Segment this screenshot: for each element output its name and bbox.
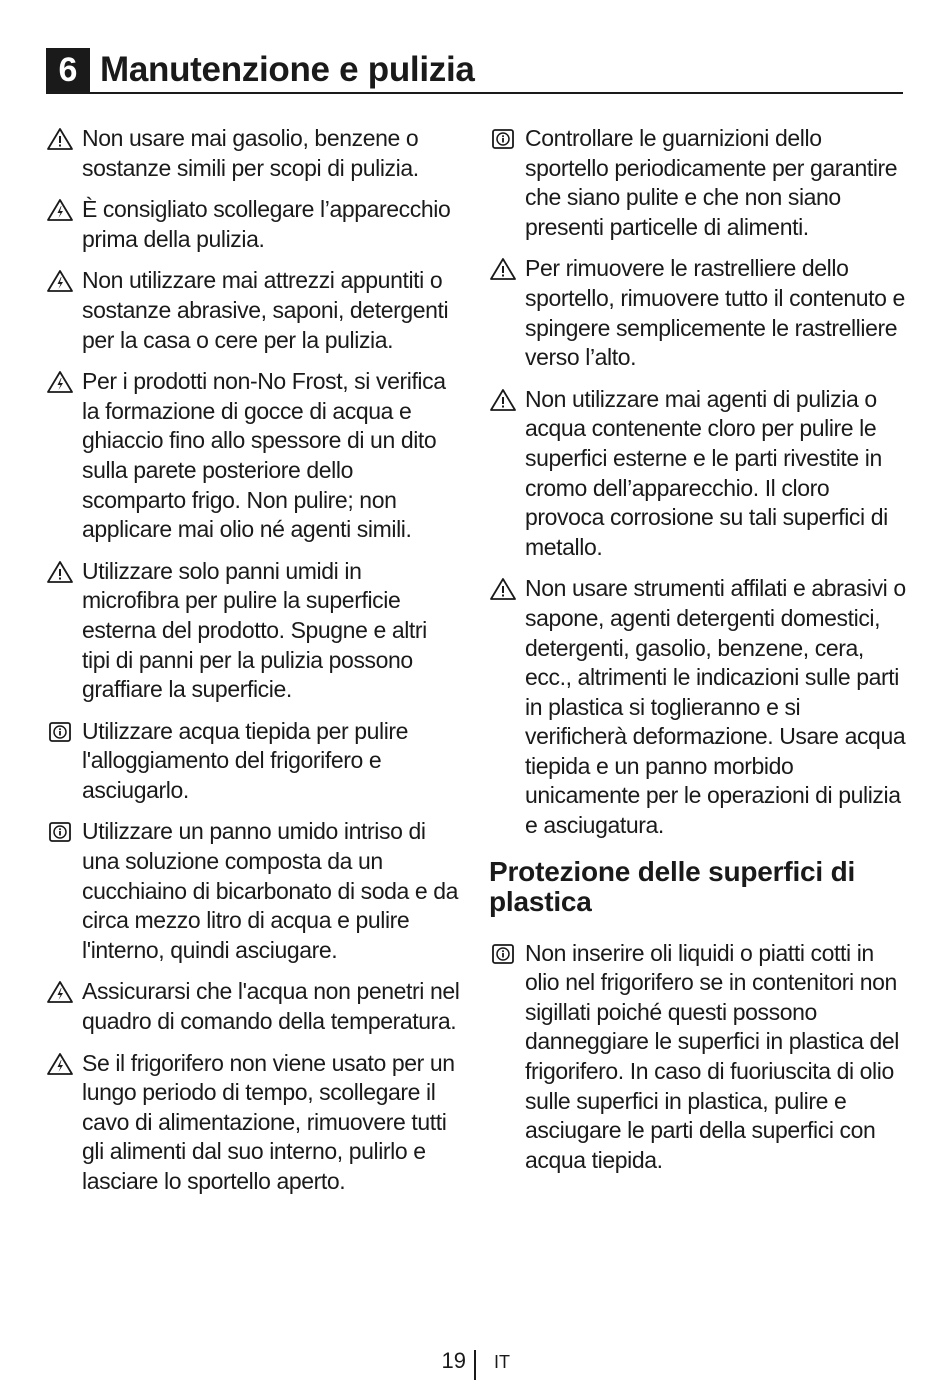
section-heading: Protezione delle superfici di plastica xyxy=(489,855,856,917)
warning-icon xyxy=(489,388,517,412)
list-item-text: Se il frigorifero non viene usato per un lungo periodo di tempo, scollegare il cavo di alimentazione, rimuovere tutti gli alimenti dal suo interno, pulirlo e lasciare lo sportello aperto. xyxy=(82,1049,455,1194)
list-item xyxy=(489,254,907,372)
language-code: IT xyxy=(494,1352,510,1372)
section-items xyxy=(489,939,907,1176)
list-item xyxy=(489,574,907,840)
warning-electric-icon xyxy=(46,1052,74,1076)
list-item xyxy=(489,385,907,563)
warning-icon xyxy=(489,577,517,601)
page-number: 19 xyxy=(441,1348,466,1373)
list-item-text: Per i prodotti non-No Frost, si verifica la formazione di gocce di acqua e ghiaccio fino allo spessore di un dito sulla parete posteriore dello scomparto frigo. Non pulire; non applicare mai olio né agenti simili. xyxy=(82,368,446,543)
list-item-text: Non usare strumenti affilati e abrasivi o sapone, agenti detergenti domestici, detergenti, gasolio, benzene, cera, ecc., altrimenti le indicazioni sulle parti in plastica si toglieranno e si verificherà deformazione. Usare acqua tiepida e un panno morbido unicamente per le operazioni di pulizia e asciugatura. xyxy=(525,575,906,839)
list-item xyxy=(489,124,907,242)
list-item-text: Utilizzare solo panni umidi in microfibra per pulire la superficie esterna del prodotto. Spugne e altri tipi di panni per la pulizia possono graffiare la superficie. xyxy=(82,557,427,703)
list-item xyxy=(46,1049,460,1197)
footer-divider xyxy=(474,1350,476,1380)
list-item-text: Non utilizzare mai attrezzi appuntiti o sostanze abrasive, saponi, detergenti per la casa o cere per la pulizia. xyxy=(82,267,449,353)
list-item-text: Controllare le guarnizioni dello sportello periodicamente per garantire che siano pulite e che non siano presenti particelle di alimenti. xyxy=(525,125,898,240)
list-item xyxy=(46,817,460,965)
warning-icon xyxy=(489,257,517,281)
list-item-text: Non usare mai gasolio, benzene o sostanze simili per scopi di pulizia. xyxy=(82,125,419,181)
warning-electric-icon xyxy=(46,269,74,293)
warning-icon xyxy=(46,560,74,584)
list-item-text: Assicurarsi che l'acqua non penetri nel quadro di comando della temperatura. xyxy=(82,978,460,1035)
list-item xyxy=(46,195,460,254)
list-item xyxy=(489,939,907,1176)
right-items xyxy=(489,124,907,841)
list-item xyxy=(46,557,460,705)
list-item-text: Non inserire oli liquidi o piatti cotti in olio nel frigorifero se in contenitori non sigillati poiché questi possono danneggiare le superfici in plastica del frigorifero. In caso di fuoriuscita di olio sulle superfici in plastica, pulire e asciugare le parti della superfici con acqua tiepida. xyxy=(525,939,899,1173)
warning-electric-icon xyxy=(46,370,74,394)
list-item-text: Per rimuovere le rastrelliere dello sportello, rimuovere tutto il contenuto e spingere semplicemente le rastrelliere verso l’alto. xyxy=(525,255,905,371)
warning-electric-icon xyxy=(46,980,74,1004)
list-item-text: Utilizzare acqua tiepida per pulire l'alloggiamento del frigorifero e asciugarlo. xyxy=(82,717,409,803)
list-item xyxy=(46,367,460,545)
warning-icon xyxy=(46,127,74,151)
info-icon xyxy=(489,127,517,151)
list-item-text: Utilizzare un panno umido intriso di una soluzione composta da un cucchiaino di bicarbonato di soda e da circa mezzo litro di acqua e pulire l'interno, quindi asciugare. xyxy=(82,818,459,963)
left-column xyxy=(46,124,460,1209)
list-item-text: È consigliato scollegare l’apparecchio prima della pulizia. xyxy=(82,196,451,252)
chapter-number: 6 xyxy=(46,48,90,92)
warning-electric-icon xyxy=(46,198,74,222)
list-item xyxy=(46,266,460,355)
list-item xyxy=(46,717,460,806)
list-item xyxy=(46,977,460,1036)
chapter-header xyxy=(46,48,903,94)
page-footer xyxy=(0,1346,950,1382)
info-icon xyxy=(46,720,74,744)
list-item xyxy=(46,124,460,183)
info-icon xyxy=(489,942,517,966)
right-column xyxy=(489,124,907,1187)
info-icon xyxy=(46,820,74,844)
list-item-text: Non utilizzare mai agenti di pulizia o acqua contenente cloro per pulire le superfici esterne e le parti rivestite in cromo dell’apparecchio. Il cloro provoca corrosione su tali superfici di metallo. xyxy=(525,385,888,560)
chapter-title: Manutenzione e pulizia xyxy=(100,50,475,89)
